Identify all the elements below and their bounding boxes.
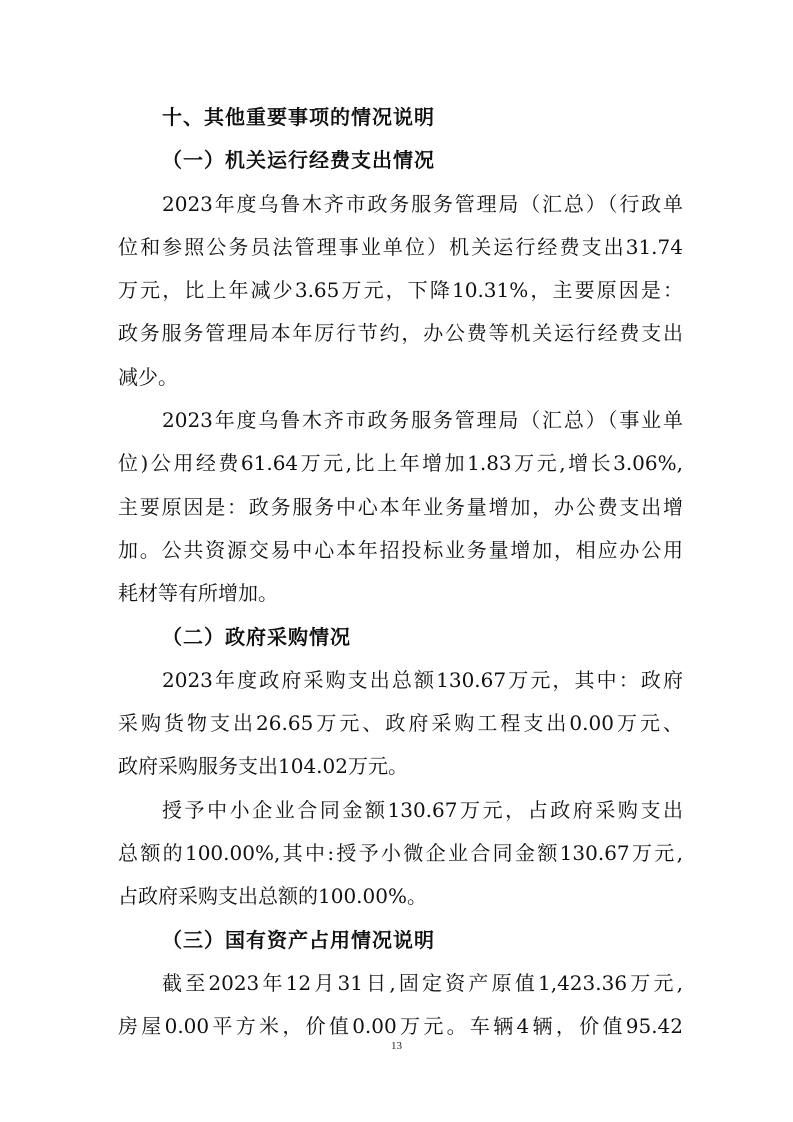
subsection-heading-3: （三）国有资产占用情况说明 [162,927,435,952]
text-line: 位和参照公务员法管理事业单位）机关运行经费支出31.74 [118,234,683,259]
text-line: 占政府采购支出总额的100.00%。 [118,884,427,909]
paragraph-state-assets [118,962,683,1049]
subsection-heading-2: （二）政府采购情况 [162,624,351,649]
paragraph-sme-contracts [118,789,683,919]
paragraph-public-expenses [118,399,683,615]
text-line: 授予中小企业合同金额130.67万元，占政府采购支出 [162,797,683,822]
paragraph-procurement-total [118,659,683,789]
paragraph-operating-expenses [118,183,683,399]
page-content [118,96,683,1049]
page-number: 13 [391,1040,402,1052]
text-line: 减少。 [118,364,178,389]
text-line: 万元，比上年减少3.65万元，下降10.31%，主要原因是： [118,278,683,303]
text-line: 2023年度政府采购支出总额130.67万元，其中：政府 [162,667,683,692]
text-line: 主要原因是：政务服务中心本年业务量增加，办公费支出增 [118,494,683,519]
text-line: 房屋0.00平方米，价值0.00万元。车辆4辆，价值95.42 [118,1014,683,1039]
text-line: 位)公用经费61.64万元,比上年增加1.83万元,增长3.06%, [118,451,683,476]
text-line: 耗材等有所增加。 [118,581,278,606]
text-line: 采购货物支出26.65万元、政府采购工程支出0.00万元、 [118,711,683,736]
section-title: 十、其他重要事项的情况说明 [162,105,435,129]
text-line: 截至2023年12月31日,固定资产原值1,423.36万元, [162,970,683,995]
text-line: 加。公共资源交易中心本年招投标业务量增加，相应办公用 [118,537,683,562]
text-line: 政务服务管理局本年厉行节约，办公费等机关运行经费支出 [118,321,683,346]
text-line: 政府采购服务支出104.02万元。 [118,754,408,779]
subsection-heading-1: （一）机关运行经费支出情况 [162,148,435,173]
text-line: 2023年度乌鲁木齐市政务服务管理局（汇总）（行政单 [162,191,683,216]
text-line: 总额的100.00%,其中:授予小微企业合同金额130.67万元, [118,841,683,866]
text-line: 2023年度乌鲁木齐市政务服务管理局（汇总）（事业单 [162,408,683,433]
